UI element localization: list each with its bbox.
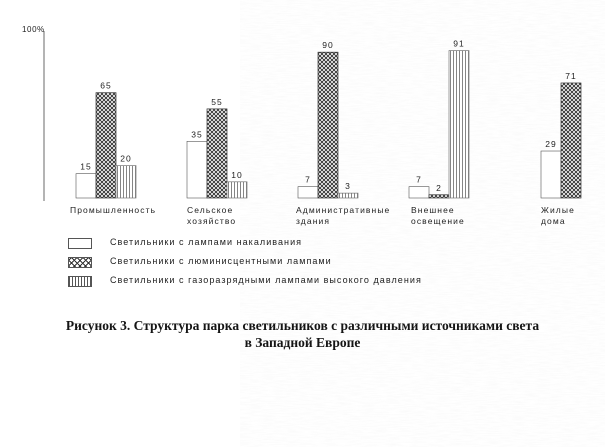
value-label: 90	[322, 40, 334, 51]
value-label: 29	[545, 139, 557, 150]
category-label	[187, 205, 236, 226]
bar-1-1	[76, 174, 96, 198]
category-label-line: Сельское	[187, 205, 234, 215]
y-axis-top-label: 100%	[22, 25, 45, 34]
value-label: 7	[305, 174, 311, 185]
bar-2-4	[429, 195, 449, 198]
bar-3-2	[227, 182, 247, 198]
category-label	[541, 205, 575, 226]
value-label: 65	[100, 80, 112, 91]
figure-caption-line-2: в Западной Европе	[244, 335, 361, 350]
bars-group	[76, 51, 581, 198]
figure-caption-line-1: Рисунок 3. Структура парка светильников с различными источниками света	[65, 318, 540, 333]
bar-2-2	[207, 109, 227, 198]
value-label: 35	[191, 129, 203, 140]
value-label: 20	[120, 153, 132, 164]
value-label: 91	[453, 38, 465, 49]
value-label: 2	[436, 182, 442, 193]
bar-3-1	[116, 166, 136, 198]
category-label	[296, 205, 390, 226]
category-label-line: хозяйство	[187, 216, 237, 226]
bar-3-4	[449, 51, 469, 198]
bar-3-3	[338, 193, 358, 198]
category-label-line: Промышленность	[70, 205, 157, 215]
category-labels-group	[70, 205, 575, 226]
bar-2-3	[318, 52, 338, 198]
value-label: 10	[231, 169, 243, 180]
value-label: 55	[211, 96, 223, 107]
legend-swatch-vertical	[68, 276, 92, 287]
value-label: 71	[565, 70, 577, 81]
category-label-line: Жилые	[541, 205, 575, 215]
legend-label: Светильники с лампами накаливания	[110, 237, 303, 247]
bar-2-5	[561, 83, 581, 198]
legend-swatch-crosshatch	[68, 257, 92, 268]
legend-swatch-plain	[68, 238, 92, 249]
legend-label: Светильники с люминисцентными лампами	[110, 256, 332, 266]
category-label-line: здания	[296, 216, 331, 226]
category-label-line: Внешнее	[411, 205, 455, 215]
category-label-line: Административные	[296, 205, 391, 215]
bar-1-2	[187, 141, 207, 198]
bar-2-1	[96, 93, 116, 198]
category-label	[411, 205, 465, 226]
legend-label: Светильники с газоразрядными лампами высокого давления	[110, 275, 422, 285]
bar-1-3	[298, 187, 318, 198]
value-label: 3	[345, 181, 351, 192]
category-label	[70, 205, 156, 215]
value-label: 15	[80, 161, 92, 172]
category-label-line: дома	[541, 216, 566, 226]
category-label-line: освещение	[411, 216, 465, 226]
value-label: 7	[416, 174, 422, 185]
bar-1-4	[409, 187, 429, 198]
bar-1-5	[541, 151, 561, 198]
